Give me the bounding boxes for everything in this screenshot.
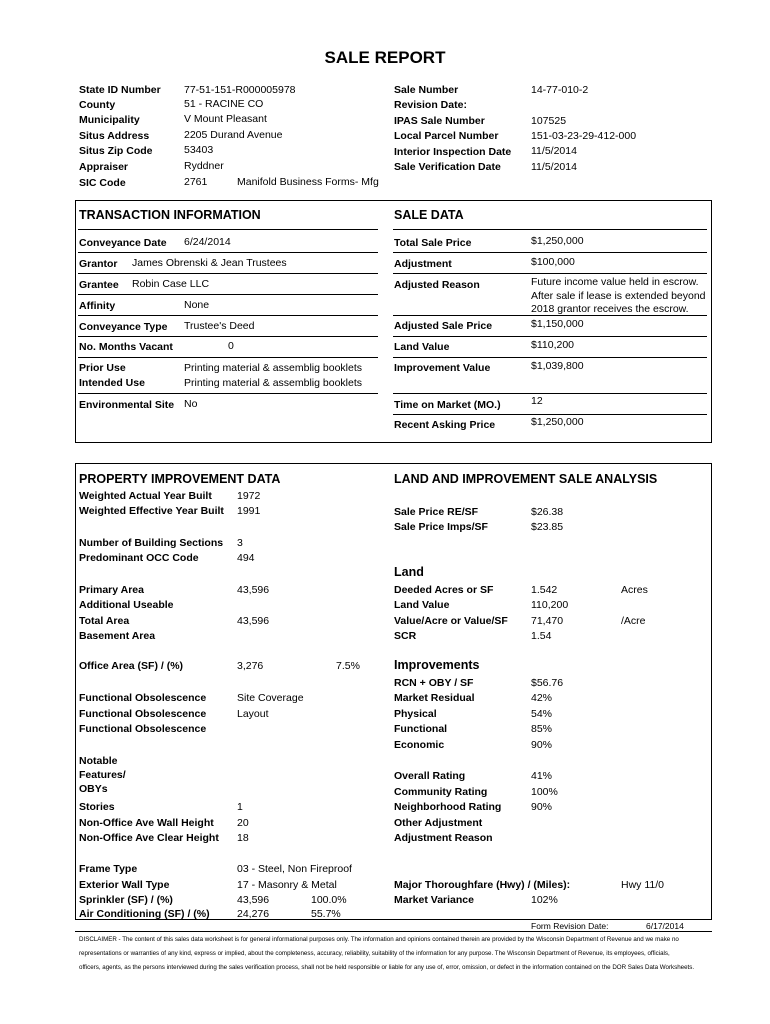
adjusted-reason-label: Adjusted Reason bbox=[394, 279, 480, 291]
air-conditioning-label: Air Conditioning (SF) / (%) bbox=[79, 908, 210, 920]
adjusted-reason-line: 2018 grantor receives the escrow. bbox=[531, 303, 689, 315]
stories-label: Stories bbox=[79, 801, 115, 813]
situs-zip-value: 53403 bbox=[184, 144, 214, 156]
intended-use-value: Printing material & assemblig booklets bbox=[184, 377, 362, 389]
disclaimer-line: officers, agents, as the persons interviewed during the sales verification process, shall not be held responsible or liable for any use of, error, omission, or defect in the information contained on the DOR Sales Data Worksheets. bbox=[79, 964, 695, 971]
recent-asking-value: $1,250,000 bbox=[531, 416, 584, 428]
market-residual-label: Market Residual bbox=[394, 692, 475, 704]
adjusted-reason-line: Future income value held in escrow. bbox=[531, 276, 699, 288]
row-divider bbox=[78, 252, 378, 253]
total-price-label: Total Sale Price bbox=[394, 237, 472, 249]
community-rating-value: 100% bbox=[531, 786, 558, 798]
wayb-label: Weighted Actual Year Built bbox=[79, 490, 212, 502]
other-adjustment-label: Other Adjustment bbox=[394, 817, 483, 829]
sale-number-value: 14-77-010-2 bbox=[531, 84, 589, 96]
adjusted-price-value: $1,150,000 bbox=[531, 318, 584, 330]
form-revision-date: 6/17/2014 bbox=[646, 921, 684, 931]
re-sf-value: $26.38 bbox=[531, 506, 564, 518]
situs-address-label: Situs Address bbox=[79, 130, 150, 142]
economic-value: 90% bbox=[531, 739, 553, 751]
transaction-heading: TRANSACTION INFORMATION bbox=[79, 208, 261, 222]
interior-inspection-value: 11/5/2014 bbox=[531, 145, 577, 157]
county-label: County bbox=[79, 99, 116, 111]
primary-area-label: Primary Area bbox=[79, 584, 144, 596]
occ-value: 494 bbox=[237, 552, 255, 564]
improvement-value-label: Improvement Value bbox=[394, 362, 491, 374]
total-price-value: $1,250,000 bbox=[531, 235, 584, 247]
overall-rating-value: 41% bbox=[531, 770, 553, 782]
stories-value: 1 bbox=[237, 801, 243, 813]
analysis-heading: LAND AND IMPROVEMENT SALE ANALYSIS bbox=[394, 472, 658, 486]
municipality-value: V Mount Pleasant bbox=[184, 113, 267, 125]
air-conditioning-pct: 55.7% bbox=[311, 908, 341, 920]
rcn-value: $56.76 bbox=[531, 677, 564, 689]
sprinkler-label: Sprinkler (SF) / (%) bbox=[79, 894, 173, 906]
grantor-value: James Obrenski & Jean Trustees bbox=[132, 257, 287, 269]
county-value: 51 - RACINE CO bbox=[184, 98, 264, 110]
row-divider bbox=[393, 393, 707, 394]
local-parcel-label: Local Parcel Number bbox=[394, 130, 499, 142]
functional-label: Functional bbox=[394, 723, 448, 735]
row-divider bbox=[78, 336, 378, 337]
physical-value: 54% bbox=[531, 708, 553, 720]
row-divider bbox=[393, 414, 707, 415]
total-area-value: 43,596 bbox=[237, 615, 270, 627]
additional-useable-label: Additional Useable bbox=[79, 599, 174, 611]
weyb-label: Weighted Effective Year Built bbox=[79, 505, 224, 517]
page-title: SALE REPORT bbox=[324, 48, 446, 67]
conveyance-date-label: Conveyance Date bbox=[79, 237, 167, 249]
neighborhood-rating-value: 90% bbox=[531, 801, 553, 813]
imps-sf-label: Sale Price Imps/SF bbox=[394, 521, 488, 533]
months-vacant-value: 0 bbox=[228, 340, 234, 352]
revision-date-label: Revision Date: bbox=[394, 99, 467, 111]
situs-address-value: 2205 Durand Avenue bbox=[184, 129, 283, 141]
sprinkler-sf: 43,596 bbox=[237, 894, 270, 906]
office-area-sf: 3,276 bbox=[237, 660, 264, 672]
value-acre-value: 71,470 bbox=[531, 615, 564, 627]
clear-height-label: Non-Office Ave Clear Height bbox=[79, 832, 219, 844]
value-acre-unit: /Acre bbox=[621, 615, 646, 627]
functional-obsolescence-label: Functional Obsolescence bbox=[79, 692, 207, 704]
prior-use-value: Printing material & assemblig booklets bbox=[184, 362, 362, 374]
office-area-label: Office Area (SF) / (%) bbox=[79, 660, 184, 672]
imps-sf-value: $23.85 bbox=[531, 521, 564, 533]
value-acre-label: Value/Acre or Value/SF bbox=[394, 615, 508, 627]
disclaimer-line: DISCLAIMER - The content of this sales data worksheet is for general informational purposes only. The information and opinions contained therein are provided by the Wisconsin Department of Revenue and we make no bbox=[79, 936, 679, 943]
municipality-label: Municipality bbox=[79, 114, 140, 126]
time-on-market-label: Time on Market (MO.) bbox=[394, 399, 501, 411]
sale-verification-value: 11/5/2014 bbox=[531, 161, 577, 173]
functional-obsolescence-label: Functional Obsolescence bbox=[79, 723, 207, 735]
row-divider bbox=[393, 357, 707, 358]
row-divider bbox=[393, 315, 707, 316]
affinity-value: None bbox=[184, 299, 210, 311]
grantor-label: Grantor bbox=[79, 258, 118, 270]
ipas-value: 107525 bbox=[531, 115, 567, 127]
scr-value: 1.54 bbox=[531, 630, 552, 642]
economic-label: Economic bbox=[394, 739, 445, 751]
interior-inspection-label: Interior Inspection Date bbox=[394, 146, 512, 158]
frame-type-label: Frame Type bbox=[79, 863, 138, 875]
env-site-value: No bbox=[184, 398, 198, 410]
row-divider bbox=[78, 273, 378, 274]
land-value-value: 110,200 bbox=[531, 599, 569, 611]
env-site-label: Environmental Site bbox=[79, 399, 175, 411]
sections-value: 3 bbox=[237, 537, 243, 549]
sic-code-value: 2761 bbox=[184, 176, 208, 188]
market-variance-label: Market Variance bbox=[394, 894, 474, 906]
rcn-label: RCN + OBY / SF bbox=[394, 677, 474, 689]
form-revision-label: Form Revision Date: bbox=[531, 921, 609, 931]
ipas-label: IPAS Sale Number bbox=[394, 115, 485, 127]
exterior-wall-value: 17 - Masonry & Metal bbox=[237, 879, 337, 891]
situs-zip-label: Situs Zip Code bbox=[79, 145, 153, 157]
disclaimer-line: representations or warranties of any kind, express or implied, about the completeness, accuracy, reliability, suitability of the information for any purpose. The Wisconsin Department of Revenue, its employees, officials, bbox=[79, 950, 670, 957]
wayb-value: 1972 bbox=[237, 490, 261, 502]
thoroughfare-label: Major Thoroughfare (Hwy) / (Miles): bbox=[394, 879, 571, 891]
appraiser-value: Ryddner bbox=[184, 160, 224, 172]
row-divider bbox=[393, 336, 707, 337]
office-area-pct: 7.5% bbox=[336, 660, 360, 672]
property-heading: PROPERTY IMPROVEMENT DATA bbox=[79, 472, 281, 486]
basement-area-label: Basement Area bbox=[79, 630, 156, 642]
functional-obsolescence-label: Functional Obsolescence bbox=[79, 708, 207, 720]
deeded-label: Deeded Acres or SF bbox=[394, 584, 494, 596]
transaction-divider bbox=[78, 229, 378, 230]
grantee-label: Grantee bbox=[79, 279, 119, 291]
wall-height-value: 20 bbox=[237, 817, 249, 829]
conveyance-date-value: 6/24/2014 bbox=[184, 236, 231, 248]
wall-height-label: Non-Office Ave Wall Height bbox=[79, 817, 214, 829]
affinity-label: Affinity bbox=[79, 300, 116, 312]
row-divider bbox=[78, 357, 378, 358]
intended-use-label: Intended Use bbox=[79, 377, 145, 389]
row-divider bbox=[78, 393, 378, 394]
functional-obsolescence-value: Site Coverage bbox=[237, 692, 304, 704]
land-value-label: Land Value bbox=[394, 599, 450, 611]
frame-type-value: 03 - Steel, Non Fireproof bbox=[237, 863, 352, 875]
time-on-market-value: 12 bbox=[531, 395, 543, 407]
occ-label: Predominant OCC Code bbox=[79, 552, 199, 564]
weyb-value: 1991 bbox=[237, 505, 261, 517]
row-divider bbox=[78, 294, 378, 295]
months-vacant-label: No. Months Vacant bbox=[79, 341, 173, 353]
recent-asking-label: Recent Asking Price bbox=[394, 419, 496, 431]
notable-label-line: Features/ bbox=[79, 769, 126, 781]
deeded-value: 1.542 bbox=[531, 584, 558, 596]
land-value-value: $110,200 bbox=[531, 339, 575, 351]
sic-code-label: SIC Code bbox=[79, 177, 126, 189]
notable-label-line: Notable bbox=[79, 755, 118, 767]
community-rating-label: Community Rating bbox=[394, 786, 488, 798]
thoroughfare-value: Hwy 11/0 bbox=[621, 879, 664, 891]
sale-verification-label: Sale Verification Date bbox=[394, 161, 501, 173]
sections-label: Number of Building Sections bbox=[79, 537, 224, 549]
physical-label: Physical bbox=[394, 708, 437, 720]
sic-description: Manifold Business Forms- Mfg bbox=[237, 176, 379, 188]
market-residual-value: 42% bbox=[531, 692, 553, 704]
exterior-wall-label: Exterior Wall Type bbox=[79, 879, 170, 891]
re-sf-label: Sale Price RE/SF bbox=[394, 506, 479, 518]
local-parcel-value: 151-03-23-29-412-000 bbox=[531, 130, 637, 142]
adjustment-value: $100,000 bbox=[531, 256, 575, 268]
functional-obsolescence-value: Layout bbox=[237, 708, 269, 720]
total-area-label: Total Area bbox=[79, 615, 130, 627]
neighborhood-rating-label: Neighborhood Rating bbox=[394, 801, 502, 813]
sprinkler-pct: 100.0% bbox=[311, 894, 347, 906]
deeded-unit: Acres bbox=[621, 584, 648, 596]
clear-height-value: 18 bbox=[237, 832, 249, 844]
conveyance-type-value: Trustee's Deed bbox=[184, 320, 255, 332]
primary-area-value: 43,596 bbox=[237, 584, 270, 596]
land-value-label: Land Value bbox=[394, 341, 450, 353]
scr-label: SCR bbox=[394, 630, 417, 642]
adjusted-reason-line: After sale if lease is extended beyond bbox=[531, 290, 706, 302]
adjustment-label: Adjustment bbox=[394, 258, 452, 270]
land-heading: Land bbox=[394, 565, 424, 579]
row-divider bbox=[393, 252, 707, 253]
grantee-value: Robin Case LLC bbox=[132, 278, 210, 290]
notable-label-line: OBYs bbox=[79, 783, 108, 795]
row-divider bbox=[78, 315, 378, 316]
row-divider bbox=[393, 273, 707, 274]
market-variance-value: 102% bbox=[531, 894, 558, 906]
state-id-value: 77-51-151-R000005978 bbox=[184, 84, 296, 96]
improvements-heading: Improvements bbox=[394, 658, 480, 672]
adjustment-reason-label: Adjustment Reason bbox=[394, 832, 493, 844]
conveyance-type-label: Conveyance Type bbox=[79, 321, 168, 333]
sale-data-divider bbox=[393, 229, 707, 230]
prior-use-label: Prior Use bbox=[79, 362, 126, 374]
sale-number-label: Sale Number bbox=[394, 84, 459, 96]
functional-value: 85% bbox=[531, 723, 553, 735]
sale-data-heading: SALE DATA bbox=[394, 208, 464, 222]
overall-rating-label: Overall Rating bbox=[394, 770, 466, 782]
air-conditioning-sf: 24,276 bbox=[237, 908, 270, 920]
adjusted-price-label: Adjusted Sale Price bbox=[394, 320, 493, 332]
state-id-label: State ID Number bbox=[79, 84, 161, 96]
footer-divider bbox=[75, 931, 712, 932]
improvement-value-value: $1,039,800 bbox=[531, 360, 584, 372]
appraiser-label: Appraiser bbox=[79, 161, 129, 173]
